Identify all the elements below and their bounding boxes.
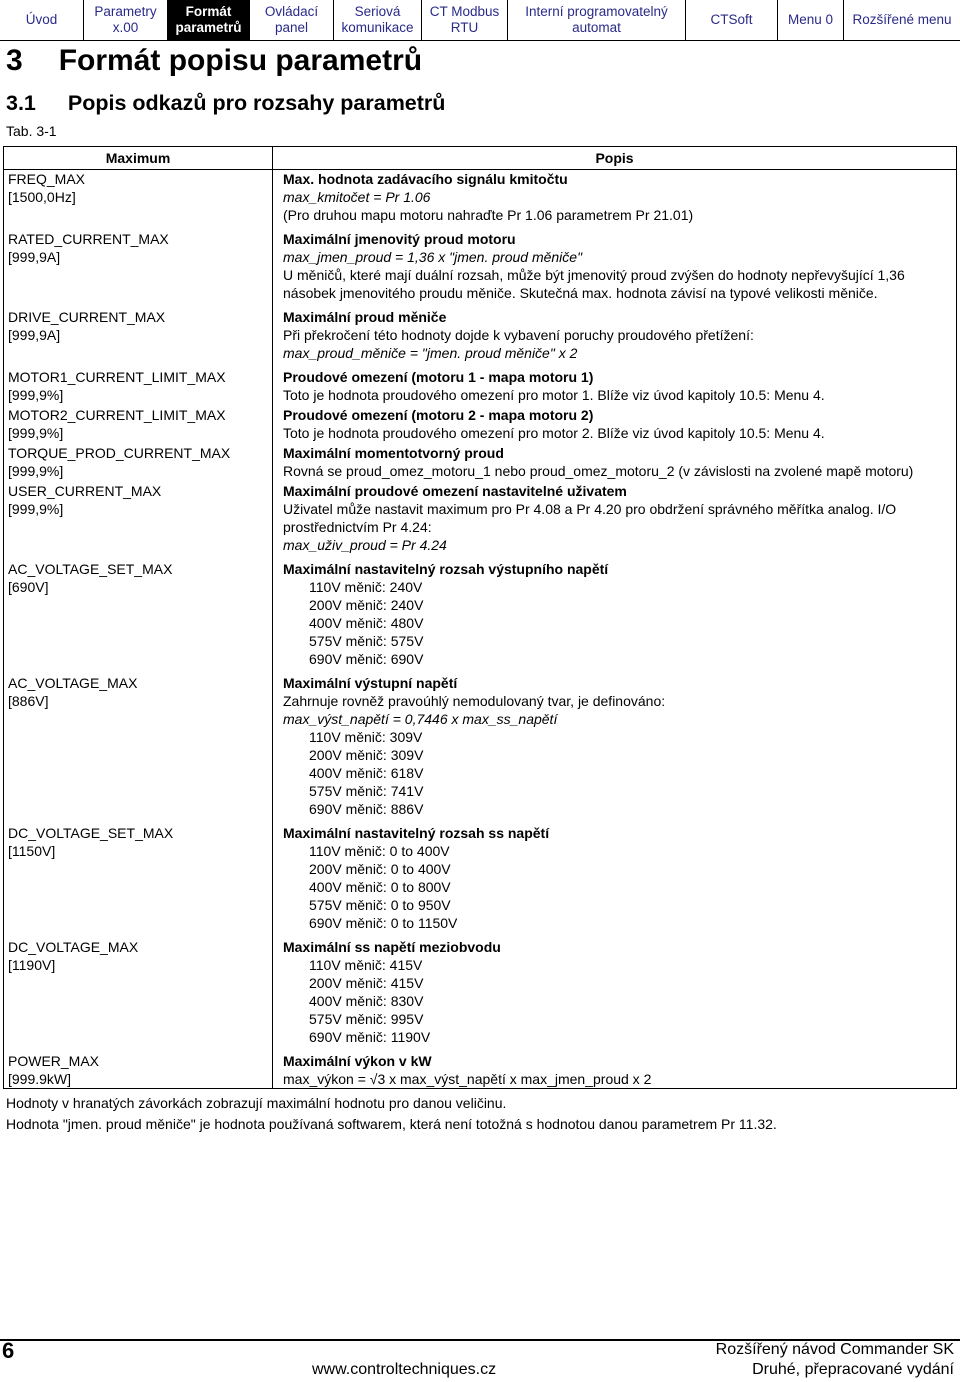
parameter-value: [999,9A] bbox=[8, 327, 61, 343]
description-line: 575V měnič: 0 to 950V bbox=[309, 897, 451, 913]
table-row bbox=[4, 932, 957, 1046]
table-row bbox=[4, 170, 957, 225]
description-line: Toto je hodnota proudového omezení pro motor 2. Blíže viz úvod kapitoly 10.5: Menu 4. bbox=[283, 425, 825, 441]
description-line: Při překročení této hodnoty dojde k vybavení poruchy proudového přetížení: bbox=[283, 327, 754, 343]
parameter-value: [999,9%] bbox=[8, 387, 64, 403]
description-line: 200V měnič: 0 to 400V bbox=[309, 861, 451, 877]
nav-tab-5[interactable]: CT Modbus RTU bbox=[422, 0, 508, 40]
description-line: 690V měnič: 690V bbox=[309, 651, 424, 667]
parameter-value: [999,9%] bbox=[8, 463, 64, 479]
description-cell bbox=[273, 442, 957, 480]
description-line: max_jmen_proud = 1,36 x "jmen. proud měniče" bbox=[283, 249, 583, 265]
description-line: 110V měnič: 415V bbox=[309, 957, 423, 973]
parameter-cell bbox=[4, 170, 273, 225]
parameter-cell bbox=[4, 668, 273, 818]
description-cell bbox=[273, 932, 957, 1046]
description-title: Maximální proud měniče bbox=[283, 309, 447, 325]
section-heading bbox=[6, 91, 445, 116]
description-cell bbox=[273, 302, 957, 362]
description-line: max_proud_měniče = "jmen. proud měniče" x 2 bbox=[283, 345, 578, 361]
description-line: 575V měnič: 995V bbox=[309, 1011, 424, 1027]
parameter-name: POWER_MAX bbox=[8, 1053, 100, 1069]
description-line: 400V měnič: 480V bbox=[309, 615, 424, 631]
column-header-description: Popis bbox=[273, 147, 957, 170]
footer-title: Rozšířený návod Commander SK bbox=[715, 1341, 954, 1358]
description-line: 690V měnič: 1190V bbox=[309, 1029, 431, 1045]
parameter-cell bbox=[4, 442, 273, 480]
nav-tab-2[interactable]: Formát parametrů bbox=[168, 0, 250, 40]
description-title: Maximální výkon v kW bbox=[283, 1053, 432, 1069]
parameter-name: DC_VOLTAGE_MAX bbox=[8, 939, 139, 955]
description-title: Max. hodnota zadávacího signálu kmitočtu bbox=[283, 171, 568, 187]
nav-tab-9[interactable]: Rozšířené menu bbox=[852, 12, 952, 27]
table-row bbox=[4, 818, 957, 932]
description-line: 400V měnič: 830V bbox=[309, 993, 424, 1009]
description-line: 400V měnič: 618V bbox=[309, 765, 424, 781]
description-cell bbox=[273, 224, 957, 302]
parameter-name: TORQUE_PROD_CURRENT_MAX bbox=[8, 445, 231, 461]
nav-tab-7[interactable]: CTSoft bbox=[686, 0, 778, 40]
parameter-cell bbox=[4, 480, 273, 554]
parameter-cell bbox=[4, 404, 273, 442]
description-line: (Pro druhou mapu motoru nahraďte Pr 1.06 parametrem Pr 21.01) bbox=[283, 207, 694, 223]
nav-tab-6[interactable]: Interní programovatelný automat bbox=[508, 0, 686, 40]
description-line: Uživatel může nastavit maximum pro Pr 4.08 a Pr 4.20 pro obdržení správného měřítka analog. I/O bbox=[283, 501, 897, 517]
page-number: 6 bbox=[2, 1338, 15, 1363]
description-line: max_výst_napětí = 0,7446 x max_ss_napětí bbox=[283, 711, 558, 727]
description-cell bbox=[273, 404, 957, 442]
description-cell bbox=[273, 818, 957, 932]
parameter-cell bbox=[4, 224, 273, 302]
page-heading bbox=[6, 44, 422, 78]
table-row bbox=[4, 1046, 957, 1089]
description-line: 110V měnič: 240V bbox=[309, 579, 423, 595]
note-1: Hodnoty v hranatých závorkách zobrazují maximální hodnotu pro danou veličinu. bbox=[6, 1095, 507, 1111]
nav-tab-4[interactable]: Seriová komunikace bbox=[334, 0, 422, 40]
parameter-value: [886V] bbox=[8, 693, 49, 709]
parameter-value: [999.9kW] bbox=[8, 1071, 72, 1087]
description-cell bbox=[273, 170, 957, 225]
description-title: Maximální nastavitelný rozsah ss napětí bbox=[283, 825, 550, 841]
table-row bbox=[4, 224, 957, 302]
table-row bbox=[4, 404, 957, 442]
description-line: 575V měnič: 741V bbox=[309, 783, 424, 799]
description-line: 200V měnič: 240V bbox=[309, 597, 424, 613]
description-line: max_kmitočet = Pr 1.06 bbox=[283, 189, 431, 205]
description-cell bbox=[273, 668, 957, 818]
description-cell bbox=[273, 480, 957, 554]
parameter-cell bbox=[4, 302, 273, 362]
description-line: max_výkon = √3 x max_výst_napětí x max_jmen_proud x 2 bbox=[283, 1071, 652, 1087]
nav-tab-1[interactable]: Parametry x.00 bbox=[84, 0, 168, 40]
description-title: Proudové omezení (motoru 1 - mapa motoru 1) bbox=[283, 369, 594, 385]
nav-tab-3[interactable]: Ovládací panel bbox=[250, 0, 334, 40]
note-2: Hodnota "jmen. proud měniče" je hodnota používaná softwarem, která není totožná s hodnotou danou parametrem Pr 11.32. bbox=[6, 1116, 777, 1132]
footer-edition: Druhé, přepracované vydání bbox=[752, 1361, 954, 1378]
parameter-name: DC_VOLTAGE_SET_MAX bbox=[8, 825, 174, 841]
parameter-cell bbox=[4, 554, 273, 668]
parameter-range-table bbox=[3, 146, 957, 1089]
parameter-name: AC_VOLTAGE_MAX bbox=[8, 675, 138, 691]
heading-number: 3 bbox=[6, 44, 23, 77]
description-line: 575V měnič: 575V bbox=[309, 633, 424, 649]
parameter-name: FREQ_MAX bbox=[8, 171, 86, 187]
nav-tab-0[interactable]: Úvod bbox=[0, 0, 84, 40]
heading-title: Formát popisu parametrů bbox=[58, 44, 423, 77]
parameter-value: [999,9%] bbox=[8, 425, 64, 441]
parameter-name: DRIVE_CURRENT_MAX bbox=[8, 309, 166, 325]
table-row bbox=[4, 362, 957, 404]
description-title: Maximální proudové omezení nastavitelné uživatem bbox=[283, 483, 627, 499]
parameter-cell bbox=[4, 1046, 273, 1089]
parameter-name: MOTOR1_CURRENT_LIMIT_MAX bbox=[8, 369, 226, 385]
parameter-name: AC_VOLTAGE_SET_MAX bbox=[8, 561, 173, 577]
nav-tab-8[interactable]: Menu 0 bbox=[778, 0, 844, 40]
table-row bbox=[4, 668, 957, 818]
top-navigation bbox=[0, 0, 960, 41]
description-line: násobek jmenovitého proudu měniče. Skutečná max. hodnota závisí na typové velikosti měniče. bbox=[283, 285, 878, 301]
description-title: Maximální nastavitelný rozsah výstupního napětí bbox=[283, 561, 609, 577]
parameter-cell bbox=[4, 818, 273, 932]
description-line: 200V měnič: 415V bbox=[309, 975, 424, 991]
parameter-cell bbox=[4, 932, 273, 1046]
parameter-name: RATED_CURRENT_MAX bbox=[8, 231, 169, 247]
description-line: U měničů, které mají duální rozsah, může být jmenovitý proud zvýšen do hodnoty nepřevyšující 1,36 bbox=[283, 267, 905, 283]
parameter-name: MOTOR2_CURRENT_LIMIT_MAX bbox=[8, 407, 226, 423]
parameter-value: [690V] bbox=[8, 579, 49, 595]
section-number: 3.1 bbox=[6, 91, 36, 115]
description-title: Maximální výstupní napětí bbox=[283, 675, 458, 691]
parameter-value: [999,9A] bbox=[8, 249, 61, 265]
description-line: 110V měnič: 0 to 400V bbox=[309, 843, 450, 859]
description-cell bbox=[273, 362, 957, 404]
description-title: Maximální momentotvorný proud bbox=[283, 445, 504, 461]
description-cell bbox=[273, 554, 957, 668]
parameter-value: [1150V] bbox=[8, 843, 56, 859]
description-line: 110V měnič: 309V bbox=[309, 729, 423, 745]
table-row bbox=[4, 554, 957, 668]
description-line: max_uživ_proud = Pr 4.24 bbox=[283, 537, 447, 553]
description-line: Toto je hodnota proudového omezení pro motor 1. Blíže viz úvod kapitoly 10.5: Menu 4. bbox=[283, 387, 825, 403]
description-cell bbox=[273, 1046, 957, 1089]
description-title: Maximální jmenovitý proud motoru bbox=[283, 231, 516, 247]
parameter-value: [1190V] bbox=[8, 957, 56, 973]
description-line: 690V měnič: 0 to 1150V bbox=[309, 915, 458, 931]
description-line: prostřednictvím Pr 4.24: bbox=[283, 519, 432, 535]
parameter-value: [1500,0Hz] bbox=[8, 189, 76, 205]
table-row bbox=[4, 442, 957, 480]
description-line: 400V měnič: 0 to 800V bbox=[309, 879, 451, 895]
table-row bbox=[4, 480, 957, 554]
description-title: Proudové omezení (motoru 2 - mapa motoru 2) bbox=[283, 407, 594, 423]
description-line: 200V měnič: 309V bbox=[309, 747, 424, 763]
parameter-value: [999,9%] bbox=[8, 501, 64, 517]
footer-url[interactable]: www.controltechniques.cz bbox=[312, 1361, 497, 1378]
table-row bbox=[4, 302, 957, 362]
parameter-cell bbox=[4, 362, 273, 404]
description-line: Zahrnuje rovněž pravoúhlý nemodulovaný tvar, je definováno: bbox=[283, 693, 666, 709]
column-header-maximum: Maximum bbox=[4, 147, 273, 170]
parameter-name: USER_CURRENT_MAX bbox=[8, 483, 162, 499]
description-line: Rovná se proud_omez_motoru_1 nebo proud_omez_motoru_2 (v závislosti na zvolené mapě motoru) bbox=[283, 463, 914, 479]
table-label: Tab. 3-1 bbox=[6, 123, 57, 139]
description-line: 690V měnič: 886V bbox=[309, 801, 424, 817]
section-title: Popis odkazů pro rozsahy parametrů bbox=[67, 91, 446, 115]
description-title: Maximální ss napětí meziobvodu bbox=[283, 939, 501, 955]
